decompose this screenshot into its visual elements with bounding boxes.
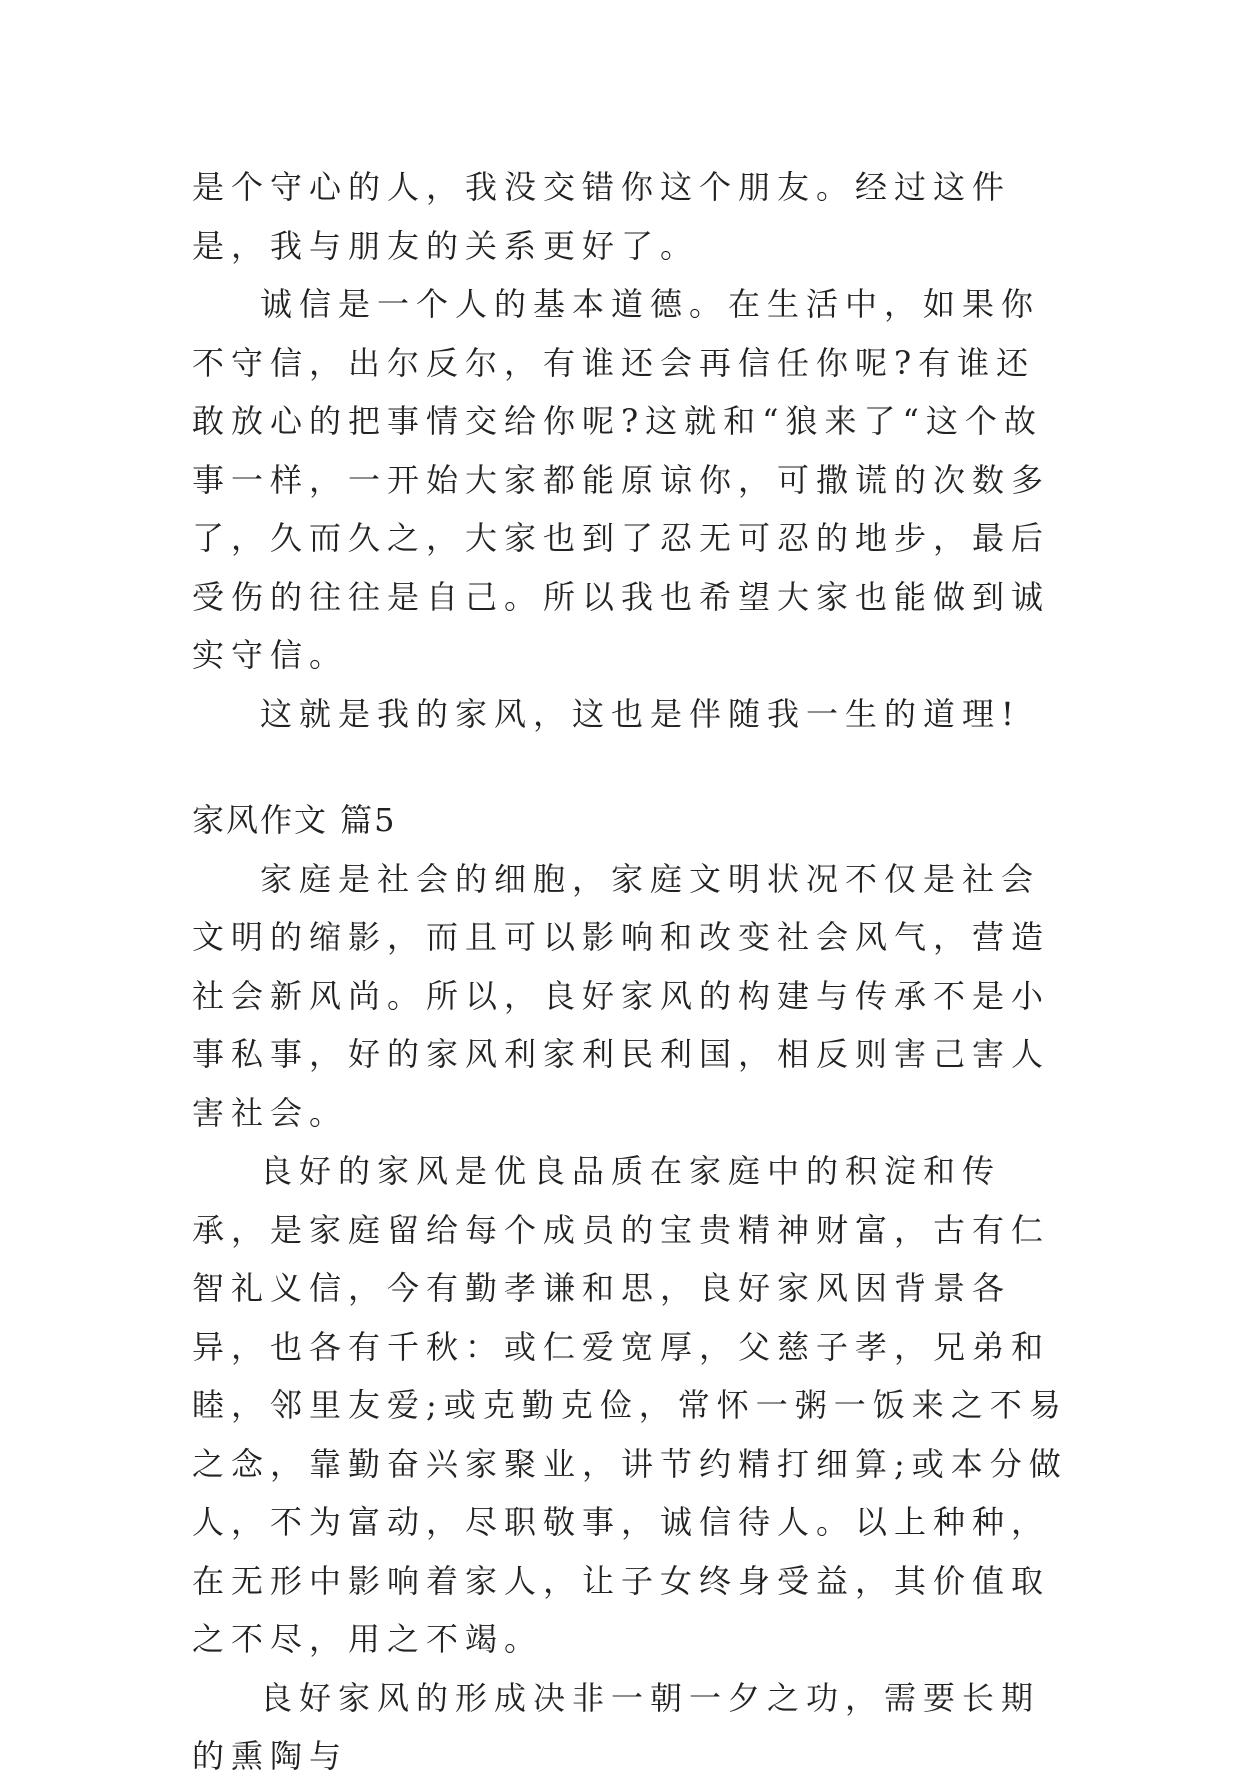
paragraph-2: 诚信是一个人的基本道德。在生活中，如果你不守信，出尔反尔，有谁还会再信任你呢?有谁还敢放心的把事情交给你呢?这就和“狼来了“这个故事一样，一开始大家都能原谅你，可撒谎的次数多了，久而久之，大家也到了忍无可忍的地步，最后受伤的往往是自己。所以我也希望大家也能做到诚实守信。 (192, 285, 1051, 674)
paragraph-3: 这就是我的家风，这也是伴随我一生的道理! (260, 694, 1021, 733)
paragraph-1: 是个守心的人，我没交错你这个朋友。经过这件是，我与朋友的关系更好了。 (192, 168, 1012, 265)
paragraph-6: 良好家风的形成决非一朝一夕之功，需要长期的熏陶与 (192, 1678, 1041, 1775)
document-body (192, 158, 1072, 1786)
section-heading: 家风作文 篇5 (192, 801, 397, 839)
paragraph-5: 良好的家风是优良品质在家庭中的积淀和传承，是家庭留给每个成员的宝贵精神财富，古有仁智礼义信，今有勤孝谦和思，良好家风因背景各异，也各有千秋：或仁爱宽厚，父慈子孝，兄弟和睦，邻里友爱;或克勤克俭，常怀一粥一饭来之不易之念，靠勤奋兴家聚业，讲节约精打细算;或本分做人，不为富动，尽职敬事，诚信待人。以上种种，在无形中影响着家人，让子女终身受益，其价值取之不尽，用之不竭。 (192, 1152, 1068, 1658)
paragraph-4: 家庭是社会的细胞，家庭文明状况不仅是社会文明的缩影，而且可以影响和改变社会风气，营造社会新风尚。所以，良好家风的构建与传承不是小事私事，好的家风利家利民利国，相反则害己害人害社会。 (192, 859, 1051, 1132)
